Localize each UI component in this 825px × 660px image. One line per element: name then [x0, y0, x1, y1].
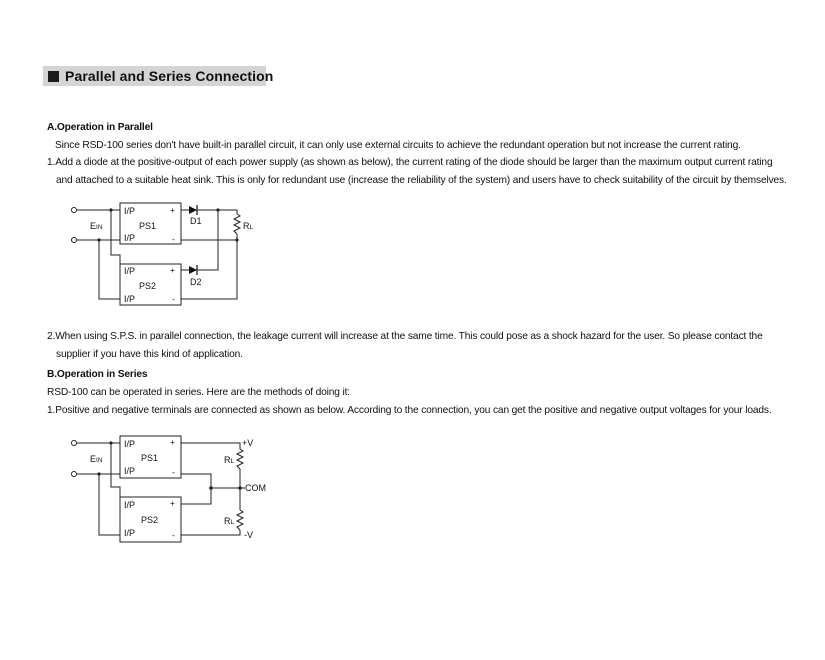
load-resistor	[234, 214, 240, 234]
ps1-plus-label: +	[170, 437, 175, 447]
com-label: COM	[245, 483, 266, 493]
lower-rl-label: RL	[224, 516, 235, 526]
ein-label: EIN	[90, 221, 103, 231]
negative-output-label: -V	[244, 530, 253, 540]
input-terminal-top	[72, 441, 77, 446]
ps1-minus-label: -	[172, 467, 175, 477]
ps2-label: PS2	[139, 281, 157, 291]
series-heading: B.Operation in Series	[47, 369, 148, 380]
series-connection-diagram	[0, 430, 825, 545]
ps2-ip-bottom-label: I/P	[124, 528, 136, 538]
ps1-ip-top-label: I/P	[124, 206, 136, 216]
lower-load-resistor	[237, 510, 243, 530]
ps2-ip-bottom-label: I/P	[124, 294, 136, 304]
parallel-heading: A.Operation in Parallel	[47, 122, 153, 133]
series-intro: RSD-100 can be operated in series. Here are the methods of doing it:	[47, 387, 350, 398]
upper-rl-label: RL	[224, 455, 235, 465]
input-terminal-bottom	[72, 238, 77, 243]
parallel-step1-line1: 1.Add a diode at the positive-output of each power supply (as shown as below), the current rating of the diode should be larger than the maximum output current rating	[47, 157, 773, 168]
parallel-step2-line2: supplier if you have this kind of application.	[56, 349, 243, 360]
parallel-step1-line2: and attached to a suitable heat sink. This is only for redundant use (increase the reliability of the system) and users have to check suitability of the circuit by themselves.	[56, 175, 787, 186]
rl-label: RL	[243, 221, 254, 231]
series-step1: 1.Positive and negative terminals are connected as shown as below. According to the connection, you can get the positive and negative output voltages for your loads.	[47, 405, 772, 416]
ps2-minus-label: -	[172, 530, 175, 540]
ps1-label: PS1	[141, 453, 159, 463]
ps2-ip-top-label: I/P	[124, 500, 136, 510]
parallel-connection-diagram	[0, 195, 825, 305]
ps2-ip-top-label: I/P	[124, 266, 136, 276]
ps2-minus-label: -	[172, 294, 175, 304]
parallel-intro: Since RSD-100 series don't have built-in parallel circuit, it can only use external circuits to achieve the redundant operation but not increase the current rating.	[55, 140, 741, 151]
ps2-plus-label: +	[170, 265, 175, 275]
ein-label: EIN	[90, 454, 103, 464]
ps1-plus-label: +	[170, 205, 175, 215]
positive-output-label: +V	[242, 438, 254, 448]
parallel-step2-line1: 2.When using S.P.S. in parallel connection, the leakage current will increase at the same time. This could pose as a shock hazard for the user. So please contact the	[47, 331, 763, 342]
ps1-label: PS1	[139, 221, 157, 231]
ps1-minus-label: -	[172, 234, 175, 244]
d2-label: D2	[190, 277, 202, 287]
section-title: Parallel and Series Connection	[65, 68, 274, 84]
diode-d2	[189, 265, 203, 275]
ps1-ip-top-label: I/P	[124, 439, 136, 449]
ps2-label: PS2	[141, 515, 159, 525]
input-terminal-top	[72, 208, 77, 213]
section-header	[43, 66, 274, 86]
ps1-ip-bottom-label: I/P	[124, 233, 136, 243]
upper-load-resistor	[237, 449, 243, 469]
ps2-plus-label: +	[170, 498, 175, 508]
diode-d1	[189, 205, 203, 215]
bullet-square-icon	[48, 71, 59, 82]
input-terminal-bottom	[72, 472, 77, 477]
ps1-ip-bottom-label: I/P	[124, 466, 136, 476]
d1-label: D1	[190, 216, 202, 226]
